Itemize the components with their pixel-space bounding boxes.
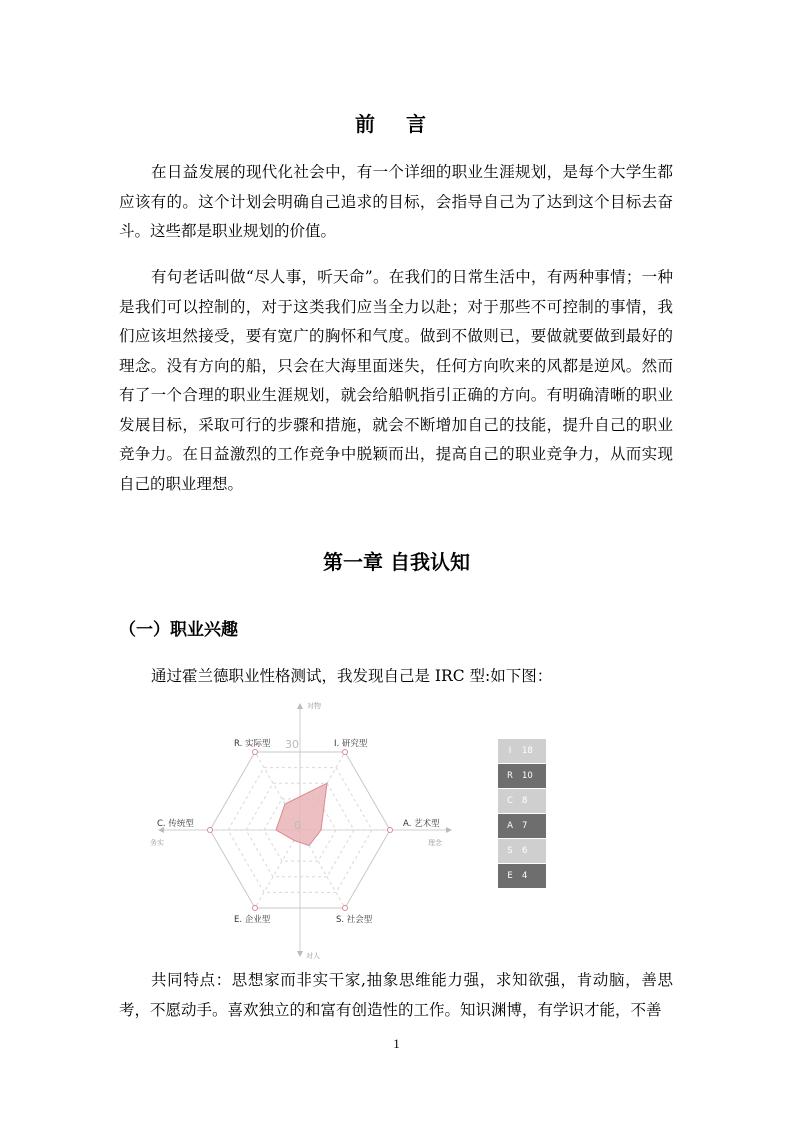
- score-row-C: [498, 789, 546, 813]
- score-table: [498, 739, 546, 889]
- radar-label-C: C. 传统型: [157, 819, 194, 829]
- page-number: 1: [393, 1036, 400, 1051]
- radar-vertex-R: [253, 750, 258, 755]
- radar-label-R: R. 实际型: [234, 739, 271, 749]
- score-code: I: [508, 746, 512, 756]
- common-traits-paragraph: 共同特点：思想家而非实干家,抽象思维能力强，求知欲强，肯动脑，善思考，不愿动手。喜欢独立的和富有创造性的工作。知识渊博，有学识才能，不善: [119, 971, 673, 1019]
- score-row-S: [498, 839, 546, 863]
- score-row-A: [498, 814, 546, 838]
- radar-label-A: A. 艺术型: [403, 819, 440, 829]
- score-code: A: [507, 821, 513, 831]
- score-code: C: [507, 796, 513, 806]
- axis-label-top: 对物: [307, 702, 321, 710]
- radar-vertex-E: [253, 905, 258, 910]
- score-value: 8: [522, 796, 528, 806]
- axis-label-bottom: 对人: [306, 952, 320, 960]
- chapter-title: 第一章 自我认知: [323, 550, 470, 574]
- score-value: 4: [522, 871, 528, 881]
- axis-arrow-bottom: [297, 951, 303, 957]
- axis-arrow-right: [446, 827, 452, 833]
- radar-tick-max: 30: [285, 738, 299, 751]
- axis-label-left: 务实: [150, 839, 164, 847]
- score-row-R: [498, 764, 546, 788]
- score-code: S: [507, 846, 513, 856]
- preface-paragraph-1: 在日益发展的现代化社会中，有一个详细的职业生涯规划，是每个大学生都应该有的。这个计划会明确自己追求的目标，会指导自己为了达到这个目标去奋斗。这些都是职业规划的价值。: [119, 163, 673, 240]
- page-title: 前 言: [355, 112, 438, 136]
- score-value: 6: [522, 846, 528, 856]
- score-value: 10: [522, 771, 533, 781]
- score-code: E: [507, 871, 513, 881]
- axis-arrow-top: [297, 703, 303, 709]
- radar-spoke-E: [255, 830, 300, 908]
- radar-data-area: [276, 783, 327, 845]
- radar-vertex-S: [343, 905, 348, 910]
- radar-vertex-A: [388, 828, 393, 833]
- intro-text: 通过霍兰德职业性格测试，我发现自己是 IRC 型:如下图：: [151, 667, 553, 685]
- score-value: 7: [522, 821, 528, 831]
- radar-vertex-I: [343, 750, 348, 755]
- axis-label-right: 理念: [428, 839, 442, 847]
- score-value: 18: [522, 746, 533, 756]
- radar-label-S: S. 社会型: [336, 915, 373, 925]
- radar-vertex-C: [208, 828, 213, 833]
- radar-tick-zero: 0: [294, 819, 301, 832]
- radar-label-I: I. 研究型: [334, 739, 368, 749]
- score-code: R: [507, 771, 513, 781]
- section-title: （一）职业兴趣: [119, 620, 238, 640]
- radar-label-E: E. 企业型: [234, 915, 271, 925]
- score-row-I: [498, 739, 546, 763]
- score-row-E: [498, 864, 546, 888]
- preface-paragraph-2: 有句老话叫做“尽人事，听天命”。在我们的日常生活中，有两种事情；一种是我们可以控制的，对于这类我们应当全力以赴；对于那些不可控制的事情，我们应该坦然接受，要有宽广的胸怀和气度。做到不做则已，要做就要做到最好的理念。没有方向的船，只会在大海里面迷失，任何方向吹来的风都是逆风。然而有了一个合理的职业生涯规划，就会给船帆指引正确的方向。有明确清晰的职业发展目标，采取可行的步骤和措施，就会不断增加自己的技能，提升自己的职业竞争力。在日益激烈的工作竞争中脱颖而出，提高自己的职业竞争力，从而实现自己的职业理想。: [119, 268, 673, 493]
